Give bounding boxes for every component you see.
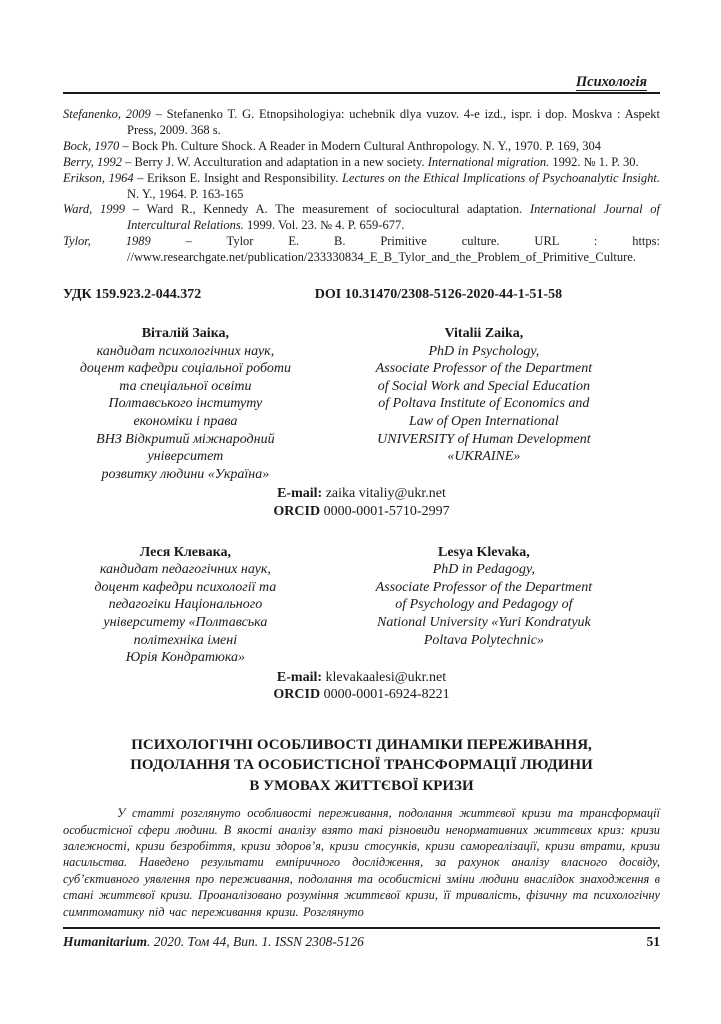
affiliation-line: Associate Professor of the Department — [375, 579, 593, 595]
affiliation-line: розвитку людини «Україна» — [101, 466, 270, 482]
affiliation-line: of Psychology and Pedagogy of — [395, 597, 573, 613]
page-footer — [63, 927, 660, 950]
affiliation-line: кандидат психологічних наук, — [96, 343, 275, 359]
affiliation-line: Юрія Кондратюка» — [125, 650, 246, 666]
reference-text: 1999. Vol. 23. № 4. P. 659-677. — [243, 218, 405, 233]
affiliation-line: доцент кафедри психології та — [94, 579, 277, 595]
reference-text: – Stefanenko T. G. Etnopsihologiya: uchebnik dlya vuzov. 4-e izd., ispr. i dop. Moskva : Aspekt Press, 2009. 368 s. — [127, 107, 661, 137]
issue-info: . 2020. Том 44, Вип. 1. ISSN 2308-5126 — [147, 934, 364, 949]
reference-text: International Journal of Intercultural Relations. — [127, 202, 661, 233]
reference-text: – Ward R., Kennedy A. The measurement of sociocultural adaptation. — [125, 202, 530, 217]
abstract-paragraph: У статті розглянуто особливості переживання, подолання життєвої кризи та трансформації особистісної сфери людини. В якості аналізу взято такі різновиди ненормативних життєвих криз: кризи залежності, кризи безробіття, кризи здоров’я, кризи стосунків, кризи самореалізації, кризи втрати, кризи насильства. Наведено результати емпіричного дослідження, за рахунок аналізу власного досвіду, суб’єктивного уявлення про переживання, подолання та особистісні зміни людини внаслідок знаходження в стані життєвої кризи. Проаналізовано розуміння життєвої кризи, її тривалість, фізичну та психологічну симптоматику під час переживання кризи. Розглянуто — [63, 806, 660, 919]
section-label: Психологія — [575, 74, 647, 90]
affiliation-line: UNIVERSITY of Human Development — [377, 431, 591, 447]
journal-name: Humanitarium — [63, 934, 148, 949]
reference-url[interactable]: https://www.researchgate.net/publication/233330834_E_B_Tylor_and_the_Problem_of_Primitive_Culture. — [127, 234, 660, 265]
author-2-en-column — [308, 544, 660, 667]
page-number: 51 — [646, 934, 660, 949]
reference-item — [63, 202, 660, 234]
reference-item — [63, 139, 660, 155]
reference-item — [63, 155, 660, 171]
affiliation-line: «UKRAINE» — [447, 449, 521, 465]
author-name-en: Lesya Klevaka, — [437, 544, 530, 560]
article-title-line: В УМОВАХ ЖИТТЄВОЇ КРИЗИ — [249, 777, 474, 794]
reference-text: N. Y., 1964. P. 163-165 — [127, 186, 244, 201]
author-2-uk-affiliation — [63, 561, 308, 667]
affiliation-line: Law of Open International — [409, 414, 559, 430]
email-link[interactable]: klevakaalesi@ukr.net — [325, 669, 447, 685]
reference-text: Stefanenko, 2009 — [63, 107, 151, 121]
affiliation-line: Associate Professor of the Department — [375, 361, 593, 377]
reference-text: Ward, 1999 — [63, 202, 126, 217]
orcid-label: ORCID — [273, 687, 321, 703]
reference-item — [63, 234, 660, 266]
reference-text: Berry, 1992 — [63, 154, 123, 169]
reference-text: Erikson, 1964 — [63, 170, 134, 185]
author-name-uk: Леся Клевака, — [139, 544, 231, 560]
author-2-uk-column — [63, 544, 308, 667]
reference-text: Tylor, 1989 — [63, 234, 151, 249]
affiliation-line: економіки і права — [133, 414, 238, 430]
author-2-orcid-line — [63, 686, 660, 704]
reference-text: Lectures on the Ethical Implications of Psychoanalytic Insight. — [341, 170, 660, 185]
affiliation-line: педагогіки Національного — [108, 597, 263, 613]
orcid-value: 0000-0001-5710-2997 — [323, 504, 450, 519]
reference-text: – Bock Ph. Culture Shock. A Reader in Modern Cultural Anthropology. N. Y., 1970. P. 169, 304 — [119, 138, 602, 153]
affiliation-line: PhD in Psychology, — [428, 343, 540, 359]
footer-journal-info — [63, 934, 364, 950]
affiliation-line: Полтавського інституту — [108, 396, 263, 412]
udk-number: УДК 159.923.2-044.372 — [63, 287, 202, 303]
affiliation-line: Poltava Polytechnic» — [423, 632, 544, 648]
author-block-1 — [63, 325, 660, 483]
meta-row — [63, 287, 660, 303]
author-1-uk-column — [63, 325, 308, 483]
author-1-en-column — [308, 325, 660, 483]
reference-text: – Tylor E. B. Primitive culture. URL : — [150, 234, 633, 249]
affiliation-line: ВНЗ Відкритий міжнародний — [96, 431, 275, 447]
reference-text: – Erikson E. Insight and Responsibility. — [133, 170, 342, 185]
reference-item — [63, 171, 660, 203]
reference-item — [63, 107, 660, 139]
references-list — [63, 107, 660, 266]
reference-text: – Berry J. W. Acculturation and adaptation in a new society. — [122, 154, 428, 169]
affiliation-line: університет — [147, 449, 224, 465]
author-block-2 — [63, 544, 660, 667]
author-1-email-line — [63, 485, 660, 503]
affiliation-line: та спеціальної освіти — [119, 378, 252, 394]
author-2-en-affiliation — [308, 561, 660, 649]
affiliation-line: університету «Полтавська — [103, 614, 268, 630]
reference-text: 1992. № 1. P. 30. — [549, 154, 639, 169]
article-title-line: ПСИХОЛОГІЧНІ ОСОБЛИВОСТІ ДИНАМІКИ ПЕРЕЖИВАННЯ, — [131, 736, 592, 753]
affiliation-line: National University «Yuri Kondratyuk — [376, 614, 591, 630]
running-head — [63, 75, 660, 94]
affiliation-line: доцент кафедри соціальної роботи — [79, 361, 291, 377]
author-1-en-affiliation — [308, 343, 660, 466]
email-link[interactable]: zaika vitaliy@ukr.net — [325, 486, 446, 502]
affiliation-line: кандидат педагогічних наук, — [99, 562, 271, 578]
email-label: E-mail: — [276, 669, 323, 685]
author-2-email-line — [63, 669, 660, 687]
affiliation-line: політехніка імені — [133, 632, 238, 648]
affiliation-line: of Social Work and Special Education — [377, 378, 590, 394]
orcid-value: 0000-0001-6924-8221 — [323, 687, 450, 703]
doi-number: DOI 10.31470/2308-5126-2020-44-1-51-58 — [314, 287, 563, 303]
author-1-uk-affiliation — [63, 343, 308, 484]
email-label: E-mail: — [277, 486, 323, 502]
article-title-line: ПОДОЛАННЯ ТА ОСОБИСТІСНОЇ ТРАНСФОРМАЦІЇ ЛЮДИНИ — [130, 757, 593, 774]
author-1-orcid-line — [63, 503, 660, 521]
reference-text: International migration. — [427, 154, 550, 169]
affiliation-line: of Poltava Institute of Economics and — [378, 396, 590, 412]
author-name-uk: Віталій Заіка, — [141, 326, 230, 342]
author-name-en: Vitalii Zaika, — [444, 326, 524, 342]
reference-text: Bock, 1970 — [63, 138, 120, 153]
affiliation-line: PhD in Pedagogy, — [432, 562, 535, 578]
orcid-label: ORCID — [273, 504, 321, 519]
article-title — [63, 735, 660, 796]
